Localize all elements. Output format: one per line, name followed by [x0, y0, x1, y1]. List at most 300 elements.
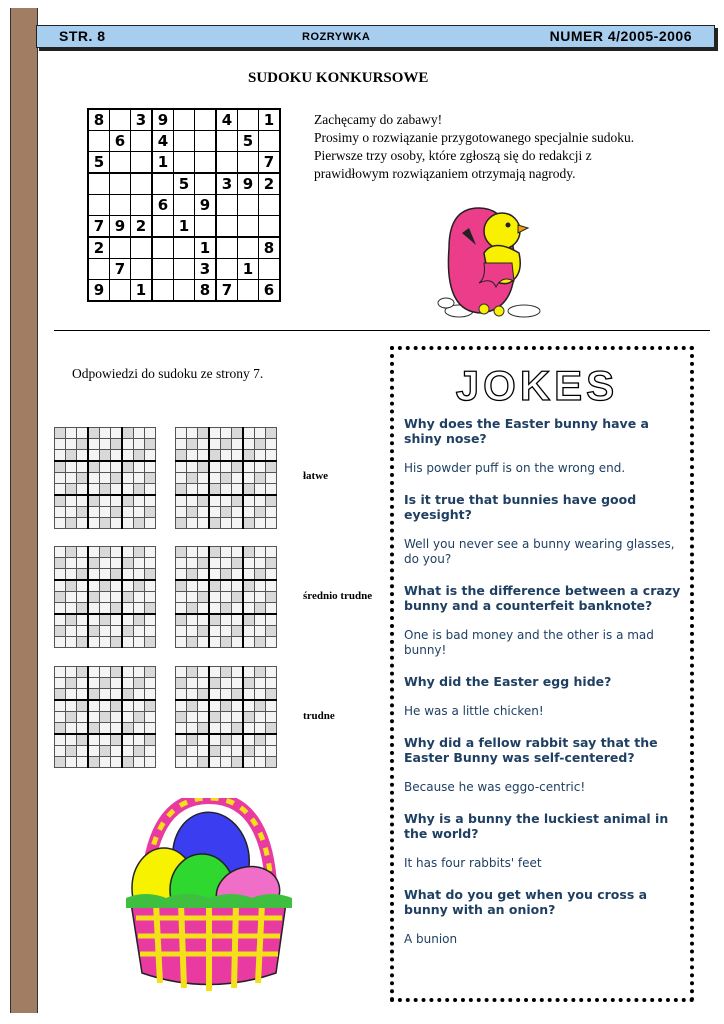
- answer-cell: [122, 439, 134, 450]
- answer-cell: [88, 592, 100, 603]
- answer-cell: [221, 757, 232, 768]
- answer-cell: [266, 473, 277, 484]
- answer-grid-medium-1: [54, 546, 156, 648]
- answer-cell: [122, 723, 134, 735]
- answer-cell: [145, 723, 156, 735]
- answer-cell: [122, 518, 134, 529]
- answer-cell: [88, 637, 100, 648]
- answer-cell: [66, 473, 77, 484]
- side-bar: [10, 8, 38, 1013]
- sudoku-cell: 1: [238, 259, 259, 280]
- answer-cell: [88, 626, 100, 637]
- answer-cell: [122, 626, 134, 637]
- answer-cell: [122, 603, 134, 615]
- answer-cell: [122, 637, 134, 648]
- answer-cell: [243, 637, 255, 648]
- answer-cell: [145, 700, 156, 712]
- answer-cell: [266, 507, 277, 518]
- sudoku-cell: 7: [88, 216, 110, 238]
- answer-cell: [100, 626, 111, 637]
- answer-cell: [77, 580, 89, 592]
- answer-cell: [55, 712, 66, 723]
- answer-cell: [209, 689, 221, 701]
- answer-cell: [187, 473, 198, 484]
- answer-cell: [145, 689, 156, 701]
- answer-cell: [243, 461, 255, 473]
- answer-cell: [221, 626, 232, 637]
- answer-cell: [255, 461, 266, 473]
- answer-cell: [111, 757, 123, 768]
- answer-cell: [134, 626, 145, 637]
- answer-cell: [232, 667, 244, 678]
- answer-cell: [122, 495, 134, 507]
- answer-cell: [134, 547, 145, 558]
- sudoku-cell: 6: [110, 131, 131, 152]
- answer-cell: [77, 700, 89, 712]
- answer-cell: [134, 723, 145, 735]
- answer-cell: [209, 473, 221, 484]
- answer-cell: [111, 712, 123, 723]
- answer-cell: [232, 569, 244, 581]
- answer-cell: [187, 667, 198, 678]
- answer-cell: [255, 450, 266, 462]
- answer-cell: [255, 614, 266, 626]
- answer-cell: [255, 547, 266, 558]
- answer-cell: [176, 700, 187, 712]
- answer-cell: [66, 626, 77, 637]
- answer-cell: [209, 723, 221, 735]
- answer-cell: [221, 667, 232, 678]
- answer-cell: [111, 700, 123, 712]
- answer-cell: [145, 734, 156, 746]
- sudoku-cell: [174, 280, 195, 302]
- answer-cell: [145, 637, 156, 648]
- joke-question: What do you get when you cross a bunny with an onion?: [404, 887, 648, 917]
- answer-cell: [66, 439, 77, 450]
- joke-question: Is it true that bunnies have good eyesight?: [404, 492, 637, 522]
- answer-cell: [232, 439, 244, 450]
- sudoku-cell: [259, 131, 281, 152]
- answer-cell: [145, 547, 156, 558]
- answer-cell: [266, 746, 277, 757]
- answer-cell: [243, 689, 255, 701]
- sudoku-cell: [238, 152, 259, 174]
- answer-cell: [66, 678, 77, 689]
- answer-cell: [145, 428, 156, 439]
- answer-cell: [198, 558, 210, 569]
- sudoku-cell: 2: [131, 216, 153, 238]
- answer-cell: [243, 592, 255, 603]
- sudoku-cell: [216, 259, 238, 280]
- sudoku-cell: 7: [216, 280, 238, 302]
- answer-cell: [221, 547, 232, 558]
- answer-cell: [111, 723, 123, 735]
- answer-cell: [266, 495, 277, 507]
- answer-cell: [100, 614, 111, 626]
- answer-cell: [122, 569, 134, 581]
- answer-cell: [77, 712, 89, 723]
- answer-cell: [55, 637, 66, 648]
- answer-cell: [55, 484, 66, 496]
- answer-cell: [134, 678, 145, 689]
- answer-cell: [266, 518, 277, 529]
- answer-cell: [232, 547, 244, 558]
- answer-cell: [266, 461, 277, 473]
- answer-cell: [176, 547, 187, 558]
- sudoku-cell: [238, 237, 259, 259]
- sudoku-cell: 9: [88, 280, 110, 302]
- answer-cell: [176, 473, 187, 484]
- answer-cell: [111, 603, 123, 615]
- joke-question: Why did the Easter egg hide?: [404, 674, 612, 689]
- answer-cell: [255, 746, 266, 757]
- answer-cell: [221, 592, 232, 603]
- answer-cell: [145, 558, 156, 569]
- sudoku-cell: [88, 173, 110, 195]
- answer-cell: [88, 667, 100, 678]
- answer-cell: [232, 580, 244, 592]
- answer-cell: [111, 746, 123, 757]
- answer-cell: [176, 603, 187, 615]
- answer-cell: [209, 667, 221, 678]
- answer-cell: [243, 484, 255, 496]
- answer-cell: [266, 428, 277, 439]
- answer-cell: [187, 746, 198, 757]
- answer-cell: [209, 712, 221, 723]
- answer-cell: [55, 518, 66, 529]
- sudoku-cell: 1: [195, 237, 217, 259]
- sudoku-cell: 3: [216, 173, 238, 195]
- answer-cell: [209, 700, 221, 712]
- answer-cell: [66, 637, 77, 648]
- answer-cell: [255, 580, 266, 592]
- answer-cell: [243, 678, 255, 689]
- answer-cell: [255, 592, 266, 603]
- answer-cell: [266, 569, 277, 581]
- answer-cell: [88, 450, 100, 462]
- answer-cell: [221, 558, 232, 569]
- answer-cell: [145, 712, 156, 723]
- sudoku-cell: [238, 109, 259, 131]
- answer-grid-hard-2: [175, 666, 277, 768]
- page-number: STR. 8: [59, 28, 106, 44]
- answer-cell: [100, 569, 111, 581]
- answer-cell: [66, 484, 77, 496]
- sudoku-cell: [259, 259, 281, 280]
- sudoku-cell: 2: [259, 173, 281, 195]
- answer-cell: [243, 569, 255, 581]
- answer-cell: [209, 547, 221, 558]
- answer-cell: [77, 603, 89, 615]
- answer-cell: [88, 507, 100, 518]
- sudoku-cell: [216, 131, 238, 152]
- sudoku-cell: [174, 195, 195, 216]
- answer-cell: [187, 603, 198, 615]
- answer-cell: [255, 637, 266, 648]
- sudoku-cell: 3: [131, 109, 153, 131]
- sudoku-cell: [110, 280, 131, 302]
- level-label-medium: średnio trudne: [303, 590, 373, 602]
- answer-cell: [66, 723, 77, 735]
- answer-cell: [122, 558, 134, 569]
- sudoku-cell: [152, 237, 174, 259]
- answer-cell: [198, 712, 210, 723]
- answer-cell: [198, 626, 210, 637]
- answer-cell: [100, 592, 111, 603]
- sudoku-cell: [174, 237, 195, 259]
- answer-cell: [122, 484, 134, 496]
- section-name: ROZRYWKA: [302, 31, 371, 43]
- answer-cell: [255, 667, 266, 678]
- answer-cell: [134, 450, 145, 462]
- answer-cell: [122, 473, 134, 484]
- answer-cell: [255, 518, 266, 529]
- answer-cell: [145, 746, 156, 757]
- answer-cell: [77, 569, 89, 581]
- answer-cell: [100, 712, 111, 723]
- answer-cell: [100, 734, 111, 746]
- answer-cell: [100, 473, 111, 484]
- joke-answer: Because he was eggo-centric!: [404, 780, 586, 794]
- answer-cell: [100, 580, 111, 592]
- answer-cell: [255, 712, 266, 723]
- answer-cell: [176, 712, 187, 723]
- sudoku-cell: [195, 173, 217, 195]
- answer-cell: [77, 484, 89, 496]
- joke-question: Why did a fellow rabbit say that the Easter Bunny was self-centered?: [404, 735, 658, 765]
- answer-cell: [111, 518, 123, 529]
- intro-line: Pierwsze trzy osoby, które zgłoszą się do redakcji z: [314, 148, 592, 163]
- joke-answer: His powder puff is on the wrong end.: [404, 461, 626, 475]
- answer-cell: [209, 495, 221, 507]
- answer-cell: [145, 569, 156, 581]
- answer-cell: [266, 700, 277, 712]
- answer-cell: [145, 484, 156, 496]
- answer-cell: [209, 484, 221, 496]
- answer-cell: [187, 689, 198, 701]
- answer-cell: [232, 723, 244, 735]
- answer-cell: [209, 569, 221, 581]
- answer-cell: [134, 746, 145, 757]
- answer-cell: [145, 667, 156, 678]
- answer-cell: [232, 712, 244, 723]
- answer-cell: [243, 450, 255, 462]
- answer-cell: [122, 428, 134, 439]
- answer-cell: [55, 614, 66, 626]
- answer-cell: [266, 603, 277, 615]
- answer-cell: [187, 558, 198, 569]
- sudoku-cell: 7: [259, 152, 281, 174]
- answer-cell: [255, 569, 266, 581]
- answer-cell: [77, 439, 89, 450]
- answer-cell: [187, 678, 198, 689]
- answer-cell: [266, 667, 277, 678]
- answer-cell: [255, 428, 266, 439]
- answer-grid-hard-1: [54, 666, 156, 768]
- answer-cell: [100, 507, 111, 518]
- answer-cell: [232, 495, 244, 507]
- answer-cell: [198, 734, 210, 746]
- answer-cell: [243, 547, 255, 558]
- answer-cell: [66, 461, 77, 473]
- sudoku-cell: [152, 173, 174, 195]
- joke-answer: It has four rabbits' feet: [404, 856, 542, 870]
- answer-cell: [266, 678, 277, 689]
- answer-cell: [134, 580, 145, 592]
- sudoku-cell: [110, 195, 131, 216]
- answer-cell: [221, 689, 232, 701]
- answer-cell: [198, 580, 210, 592]
- answer-cell: [187, 712, 198, 723]
- answer-cell: [88, 439, 100, 450]
- answer-cell: [198, 484, 210, 496]
- answer-cell: [55, 746, 66, 757]
- answer-cell: [88, 734, 100, 746]
- answer-cell: [111, 667, 123, 678]
- answer-cell: [134, 689, 145, 701]
- joke-answer: A bunion: [404, 932, 458, 946]
- answer-cell: [111, 473, 123, 484]
- answer-cell: [111, 580, 123, 592]
- answer-cell: [100, 678, 111, 689]
- answer-cell: [145, 678, 156, 689]
- answer-cell: [198, 723, 210, 735]
- answer-cell: [221, 518, 232, 529]
- answer-cell: [55, 495, 66, 507]
- answer-cell: [221, 473, 232, 484]
- answer-cell: [255, 626, 266, 637]
- sudoku-cell: 2: [88, 237, 110, 259]
- sudoku-cell: 1: [131, 280, 153, 302]
- answer-cell: [66, 569, 77, 581]
- sudoku-cell: [195, 152, 217, 174]
- answer-cell: [55, 428, 66, 439]
- answer-cell: [198, 428, 210, 439]
- answer-cell: [66, 507, 77, 518]
- answer-cell: [232, 450, 244, 462]
- answer-cell: [77, 637, 89, 648]
- answer-cell: [266, 484, 277, 496]
- answer-cell: [122, 450, 134, 462]
- sudoku-cell: [259, 216, 281, 238]
- answer-cell: [111, 614, 123, 626]
- answer-cell: [198, 757, 210, 768]
- answer-cell: [66, 689, 77, 701]
- answer-cell: [232, 746, 244, 757]
- answer-cell: [232, 518, 244, 529]
- answer-cell: [88, 712, 100, 723]
- answer-cell: [221, 712, 232, 723]
- answer-cell: [88, 569, 100, 581]
- answer-cell: [77, 723, 89, 735]
- sudoku-cell: 8: [259, 237, 281, 259]
- answer-cell: [243, 428, 255, 439]
- answer-cell: [100, 746, 111, 757]
- answer-cell: [134, 667, 145, 678]
- answer-cell: [111, 461, 123, 473]
- answer-cell: [176, 439, 187, 450]
- answer-cell: [134, 484, 145, 496]
- answer-cell: [77, 614, 89, 626]
- answer-cell: [209, 626, 221, 637]
- sudoku-cell: [110, 173, 131, 195]
- answer-cell: [198, 700, 210, 712]
- answer-cell: [111, 439, 123, 450]
- answer-cell: [145, 603, 156, 615]
- answer-grid-easy-1: [54, 427, 156, 529]
- section-divider: [54, 330, 710, 331]
- answer-cell: [221, 495, 232, 507]
- answer-cell: [176, 757, 187, 768]
- intro-line: Prosimy o rozwiązanie przygotowanego specjalnie sudoku.: [314, 130, 635, 145]
- answer-cell: [266, 439, 277, 450]
- sudoku-cell: 4: [152, 131, 174, 152]
- answer-cell: [221, 637, 232, 648]
- answer-cell: [255, 734, 266, 746]
- answer-cell: [187, 547, 198, 558]
- answer-cell: [209, 637, 221, 648]
- answer-cell: [243, 518, 255, 529]
- answer-cell: [55, 689, 66, 701]
- answer-cell: [221, 614, 232, 626]
- answer-cell: [209, 734, 221, 746]
- answer-cell: [145, 461, 156, 473]
- answer-cell: [77, 507, 89, 518]
- answer-cell: [176, 626, 187, 637]
- answer-cell: [134, 461, 145, 473]
- answer-cell: [55, 580, 66, 592]
- sudoku-cell: 1: [259, 109, 281, 131]
- answer-cell: [187, 757, 198, 768]
- sudoku-cell: [174, 131, 195, 152]
- answer-cell: [111, 678, 123, 689]
- sudoku-cell: 8: [88, 109, 110, 131]
- sudoku-cell: 1: [152, 152, 174, 174]
- answer-cell: [198, 637, 210, 648]
- answer-cell: [198, 507, 210, 518]
- sudoku-cell: [195, 131, 217, 152]
- answer-cell: [209, 592, 221, 603]
- answer-cell: [187, 569, 198, 581]
- answer-cell: [221, 734, 232, 746]
- answer-cell: [221, 507, 232, 518]
- answer-cell: [122, 734, 134, 746]
- answer-cell: [187, 450, 198, 462]
- answer-cell: [100, 689, 111, 701]
- answer-cell: [243, 734, 255, 746]
- answer-cell: [145, 450, 156, 462]
- answer-cell: [255, 757, 266, 768]
- answer-cell: [198, 547, 210, 558]
- answer-cell: [100, 603, 111, 615]
- answer-cell: [134, 712, 145, 723]
- answer-cell: [209, 614, 221, 626]
- answer-cell: [187, 439, 198, 450]
- answer-cell: [266, 712, 277, 723]
- answer-cell: [77, 473, 89, 484]
- answer-cell: [77, 626, 89, 637]
- answer-cell: [266, 757, 277, 768]
- answer-cell: [55, 603, 66, 615]
- answer-cell: [176, 569, 187, 581]
- answer-cell: [176, 734, 187, 746]
- answer-cell: [122, 757, 134, 768]
- answer-cell: [187, 592, 198, 603]
- answer-cell: [66, 592, 77, 603]
- answer-cell: [145, 757, 156, 768]
- sudoku-cell: [131, 195, 153, 216]
- contest-sudoku-grid: [87, 108, 281, 302]
